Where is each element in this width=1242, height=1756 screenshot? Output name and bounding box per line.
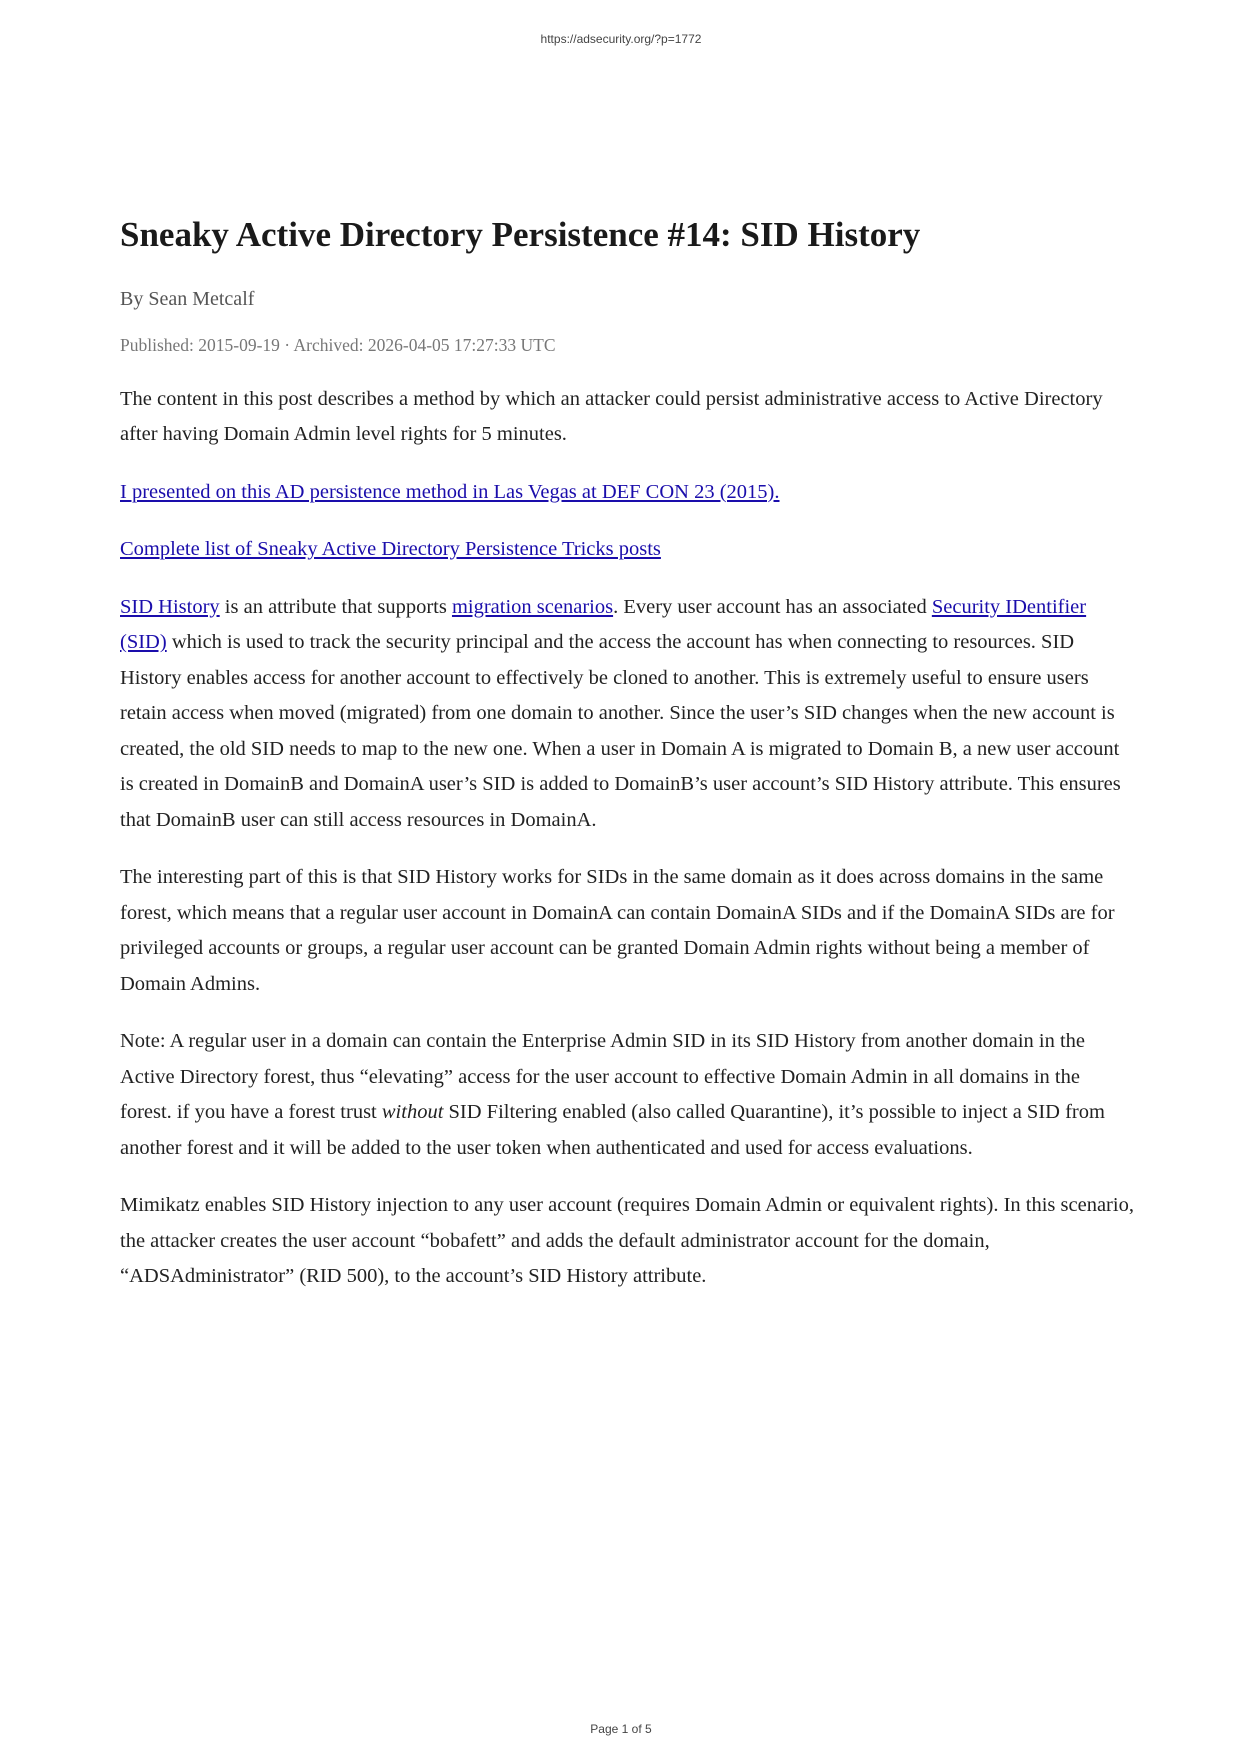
security-identifier-link[interactable]: Security IDentifier (SID) (120, 595, 1087, 653)
page-url: https://adsecurity.org/?p=1772 (540, 32, 702, 46)
emphasis: without (381, 1101, 444, 1123)
migration-scenarios-link[interactable]: migration scenarios (451, 595, 614, 618)
sid-history-paragraph (120, 590, 1134, 839)
page-number: Page 1 of 5 (590, 1722, 652, 1736)
sid-history-link[interactable]: SID History (120, 595, 220, 618)
text: is an attribute that supports (219, 595, 452, 618)
article (120, 212, 1134, 1317)
intro-paragraph: The content in this post describes a method by which an attacker could persist administrative access to Active Directory after having Domain Admin level rights for 5 minutes. (120, 387, 1103, 445)
mimikatz-paragraph: Mimikatz enables SID History injection to any user account (requires Domain Admin or equivalent rights). In this scenario, the attacker creates the user account “bobafett” and adds the default administrator account for the domain, “ADSAdministrator” (RID 500), to the account’s SID History attribute. (120, 1194, 1134, 1287)
defcon-paragraph (120, 475, 1134, 511)
interesting-paragraph: The interesting part of this is that SID History works for SIDs in the same domain as it does across domains in the same forest, which means that a regular user account in DomainA can contain DomainA SIDs and if the DomainA SIDs are for privileged accounts or groups, a regular user account can be granted Domain Admin rights without being a member of Domain Admins. (120, 866, 1115, 995)
text: which is used to track the security principal and the access the account has when connecting to resources. SID History enables access for another account to effectively be cloned to another. This is extremely useful to ensure users retain access when moved (migrated) from one domain to another. Since the user’s SID changes when the new account is created, the old SID needs to map to the new one. When a user in Domain A is migrated to Domain B, a new user account is created in DomainB and DomainA user’s SID is added to DomainB’s user account’s SID History attribute. This ensures that DomainB user can still access resources in DomainA. (120, 631, 1121, 831)
list-paragraph (120, 532, 1134, 568)
note-paragraph (120, 1024, 1134, 1166)
defcon-link[interactable]: I presented on this AD persistence method in Las Vegas at DEF CON 23 (2015). (120, 480, 780, 503)
text: . Every user account has an associated (613, 595, 932, 618)
article-title: Sneaky Active Directory Persistence #14: SID History (120, 215, 921, 254)
publish-meta: Published: 2015-09-19 · Archived: 2026-04-05 17:27:33 UTC (120, 334, 556, 355)
text: SID Filtering enabled (also called Quarantine), it’s possible to inject a SID from another forest and it will be added to the user token when authenticated and used for access evaluations. (120, 1101, 1105, 1159)
persistence-list-link[interactable]: Complete list of Sneaky Active Directory Persistence Tricks posts (120, 538, 661, 560)
text: Note: A regular user in a domain can contain the Enterprise Admin SID in its SID History from another domain in the Active Directory forest, thus “elevating” access for the user account to effective Domain Admin in all domains in the forest. if you have a forest trust (120, 1030, 1086, 1123)
byline: By Sean Metcalf (120, 287, 255, 310)
